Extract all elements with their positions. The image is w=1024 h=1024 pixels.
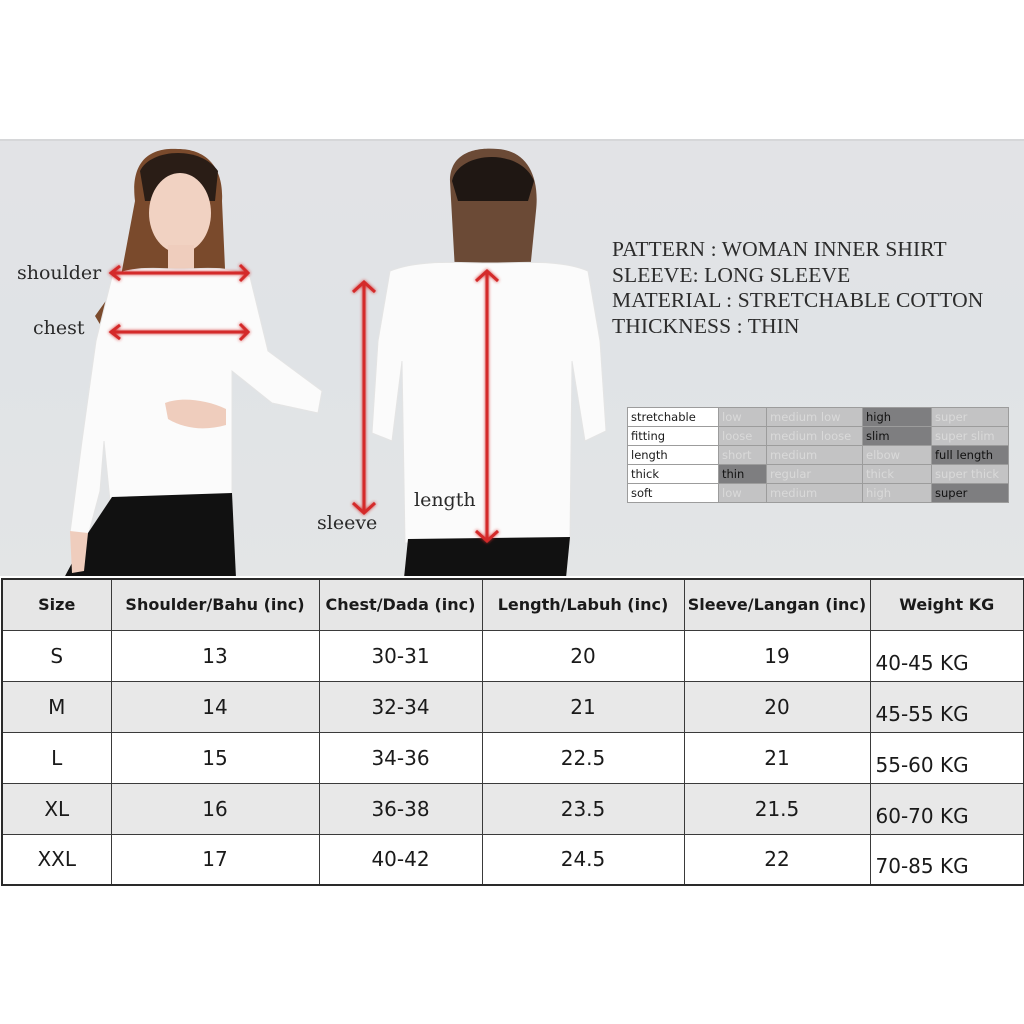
cell-size: XXL [2,834,111,885]
header-weight: Weight KG [870,579,1024,630]
product-specs [612,237,983,339]
cell-weight: 70-85 KG [870,834,1024,885]
sleeve-label: sleeve [317,512,378,534]
cell-chest: 36-38 [319,783,482,834]
attribute-option: super slim [932,427,1009,446]
attribute-option: super [932,408,1009,427]
cell-shoulder: 15 [111,732,319,783]
attribute-row-length [628,446,1009,465]
cell-shoulder: 14 [111,681,319,732]
attribute-option: low [719,408,767,427]
attribute-option: super thick [932,465,1009,484]
attribute-row-stretchable [628,408,1009,427]
attribute-option: short [719,446,767,465]
attribute-option: thick [863,465,932,484]
attribute-option: loose [719,427,767,446]
model-figures-illustration [0,141,1024,576]
table-row-s [2,630,1024,681]
back-model-figure [372,149,606,576]
attribute-row-thick [628,465,1009,484]
cell-chest: 30-31 [319,630,482,681]
cell-weight: 40-45 KG [870,630,1024,681]
cell-weight: 55-60 KG [870,732,1024,783]
table-row-m [2,681,1024,732]
cell-length: 24.5 [482,834,684,885]
header-shoulder: Shoulder/Bahu (inc) [111,579,319,630]
table-row-xl [2,783,1024,834]
length-label: length [414,489,476,511]
attribute-option: medium [767,484,863,503]
cell-length: 22.5 [482,732,684,783]
cell-size: S [2,630,111,681]
attribute-label: length [628,446,719,465]
attribute-option: medium loose [767,427,863,446]
cell-chest: 40-42 [319,834,482,885]
spec-pattern: PATTERN : WOMAN INNER SHIRT [612,237,947,261]
attribute-option: elbow [863,446,932,465]
cell-length: 23.5 [482,783,684,834]
cell-chest: 34-36 [319,732,482,783]
attribute-option: low [719,484,767,503]
table-row-l [2,732,1024,783]
cell-size: M [2,681,111,732]
cell-chest: 32-34 [319,681,482,732]
spec-sleeve: SLEEVE: LONG SLEEVE [612,262,851,287]
header-length: Length/Labuh (inc) [482,579,684,630]
shoulder-label: shoulder [17,262,102,284]
header-size: Size [2,579,111,630]
attribute-option: high [863,484,932,503]
attribute-row-soft [628,484,1009,503]
product-photo [0,139,1024,576]
cell-sleeve: 20 [684,681,870,732]
attribute-option-selected: high [863,408,932,427]
fabric-attribute-grid [627,407,1009,503]
table-row-xxl [2,834,1024,885]
cell-sleeve: 21.5 [684,783,870,834]
attribute-label: soft [628,484,719,503]
cell-weight: 45-55 KG [870,681,1024,732]
attribute-option-selected: full length [932,446,1009,465]
cell-shoulder: 17 [111,834,319,885]
attribute-label: stretchable [628,408,719,427]
cell-sleeve: 19 [684,630,870,681]
size-chart-table [1,578,1024,886]
attribute-option-selected: super [932,484,1009,503]
cell-weight: 60-70 KG [870,783,1024,834]
cell-size: XL [2,783,111,834]
spec-material: MATERIAL : STRETCHABLE COTTON [612,288,984,312]
attribute-option-selected: slim [863,427,932,446]
cell-length: 20 [482,630,684,681]
attribute-option: medium [767,446,863,465]
front-model-figure [64,149,322,576]
cell-shoulder: 13 [111,630,319,681]
attribute-option: regular [767,465,863,484]
cell-shoulder: 16 [111,783,319,834]
header-sleeve: Sleeve/Langan (inc) [684,579,870,630]
size-table-header-row [2,579,1024,630]
attribute-option: medium low [767,408,863,427]
attribute-row-fitting [628,427,1009,446]
cell-length: 21 [482,681,684,732]
cell-size: L [2,732,111,783]
attribute-label: fitting [628,427,719,446]
cell-sleeve: 21 [684,732,870,783]
attribute-option-selected: thin [719,465,767,484]
attribute-label: thick [628,465,719,484]
spec-thickness: THICKNESS : THIN [612,313,800,338]
cell-sleeve: 22 [684,834,870,885]
chest-label: chest [33,317,85,339]
header-chest: Chest/Dada (inc) [319,579,482,630]
